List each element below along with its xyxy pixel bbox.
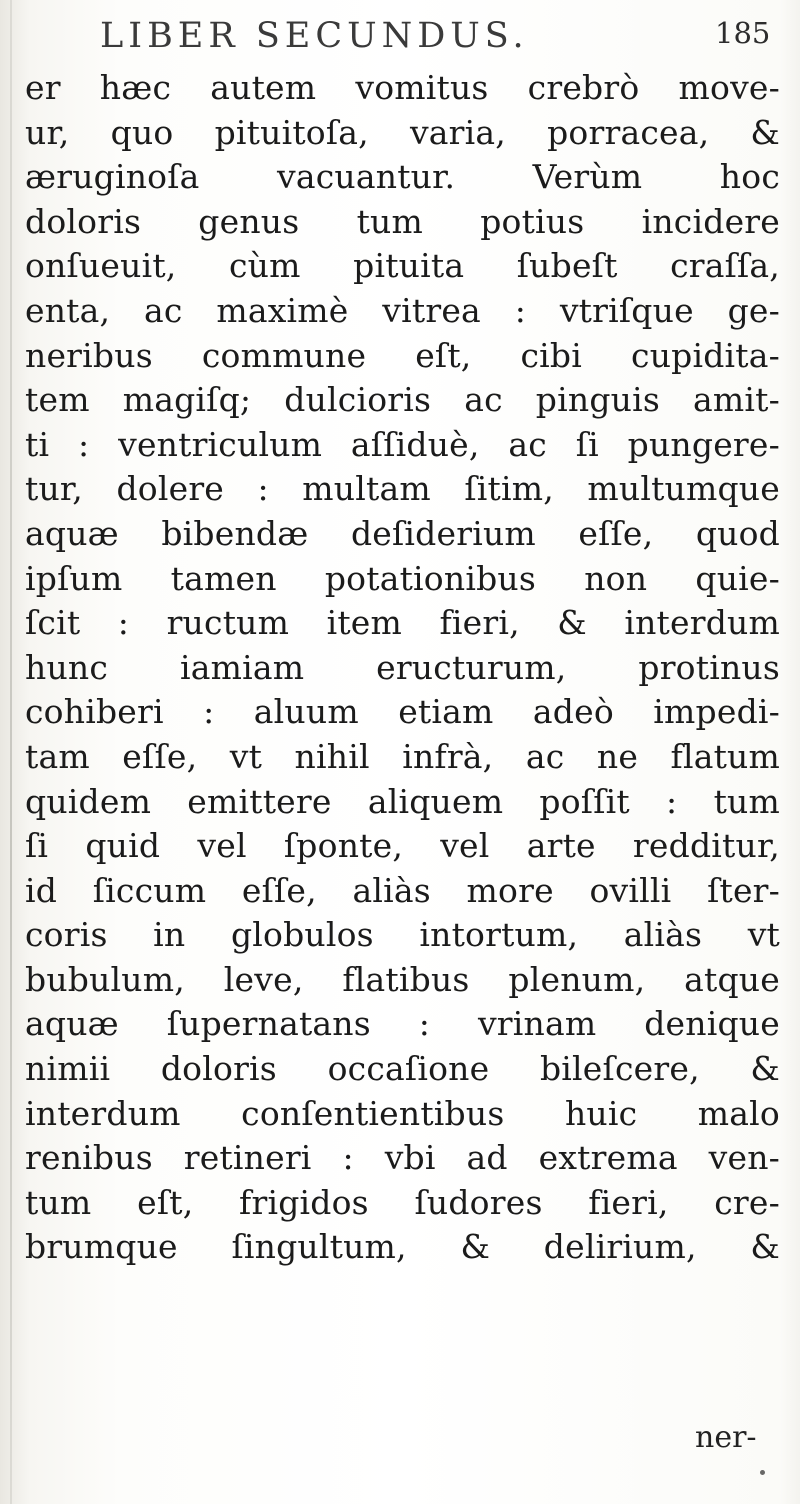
text-line: tem magiſq; dulcioris ac pinguis amit- — [25, 380, 780, 420]
text-line: quidem emittere aliquem poſſit : tum — [25, 781, 780, 821]
ink-speck — [760, 1470, 765, 1475]
text-line: aquæ bibendæ deſiderium eſſe, quod — [25, 513, 780, 553]
text-line: renibus retineri : vbi ad extrema ven- — [25, 1138, 780, 1178]
text-line: ti : ventriculum aſſiduè, ac ſi pungere- — [25, 424, 780, 464]
catchword: ner- — [695, 1420, 757, 1455]
text-line: aquæ ſupernatans : vrinam denique — [25, 1004, 780, 1044]
text-line: doloris genus tum potius incidere — [25, 201, 780, 241]
text-line: tam eſſe, vt nihil infrà, ac ne flatum — [25, 736, 780, 776]
text-line: enta, ac maximè vitrea : vtriſque ge- — [25, 290, 780, 330]
body-text — [25, 66, 780, 1270]
text-line: bubulum, leve, flatibus plenum, atque — [25, 959, 780, 999]
page-number: 185 — [715, 16, 771, 50]
text-line: coris in globulos intortum, aliàs vt — [25, 915, 780, 955]
running-head: LIBER SECUNDUS. — [100, 16, 529, 56]
text-line: ipſum tamen potationibus non quie- — [25, 558, 780, 598]
text-line: tur, dolere : multam ſitim, multumque — [25, 469, 780, 509]
text-line: neribus commune eſt, cibi cupidita- — [25, 335, 780, 375]
text-line: ſcit : ructum item fieri, & interdum — [25, 603, 780, 643]
text-line: id ſiccum eſſe, aliàs more ovilli ſter- — [25, 870, 780, 910]
text-line: æruginoſa vacuantur. Verùm hoc — [25, 157, 780, 197]
text-line: interdum conſentientibus huic malo — [25, 1093, 780, 1133]
text-line: ſi quid vel ſponte, vel arte redditur, — [25, 826, 780, 866]
text-line: ur, quo pituitoſa, varia, porracea, & — [25, 112, 780, 152]
binding-gutter — [10, 0, 12, 1504]
text-line: er hæc autem vomitus crebrò move- — [25, 68, 780, 107]
text-line: cohiberi : aluum etiam adeò impedi- — [25, 692, 780, 732]
text-line: brumque ſingultum, & delirium, & — [25, 1227, 780, 1267]
text-line: nimii doloris occaſione bileſcere, & — [25, 1049, 780, 1089]
page-header — [0, 12, 800, 68]
text-line: hunc iamiam eructurum, protinus — [25, 647, 780, 687]
text-line: tum eſt, frigidos ſudores fieri, cre- — [25, 1182, 780, 1222]
text-line: onſueuit, cùm pituita ſubeſt craſſa, — [25, 246, 780, 286]
